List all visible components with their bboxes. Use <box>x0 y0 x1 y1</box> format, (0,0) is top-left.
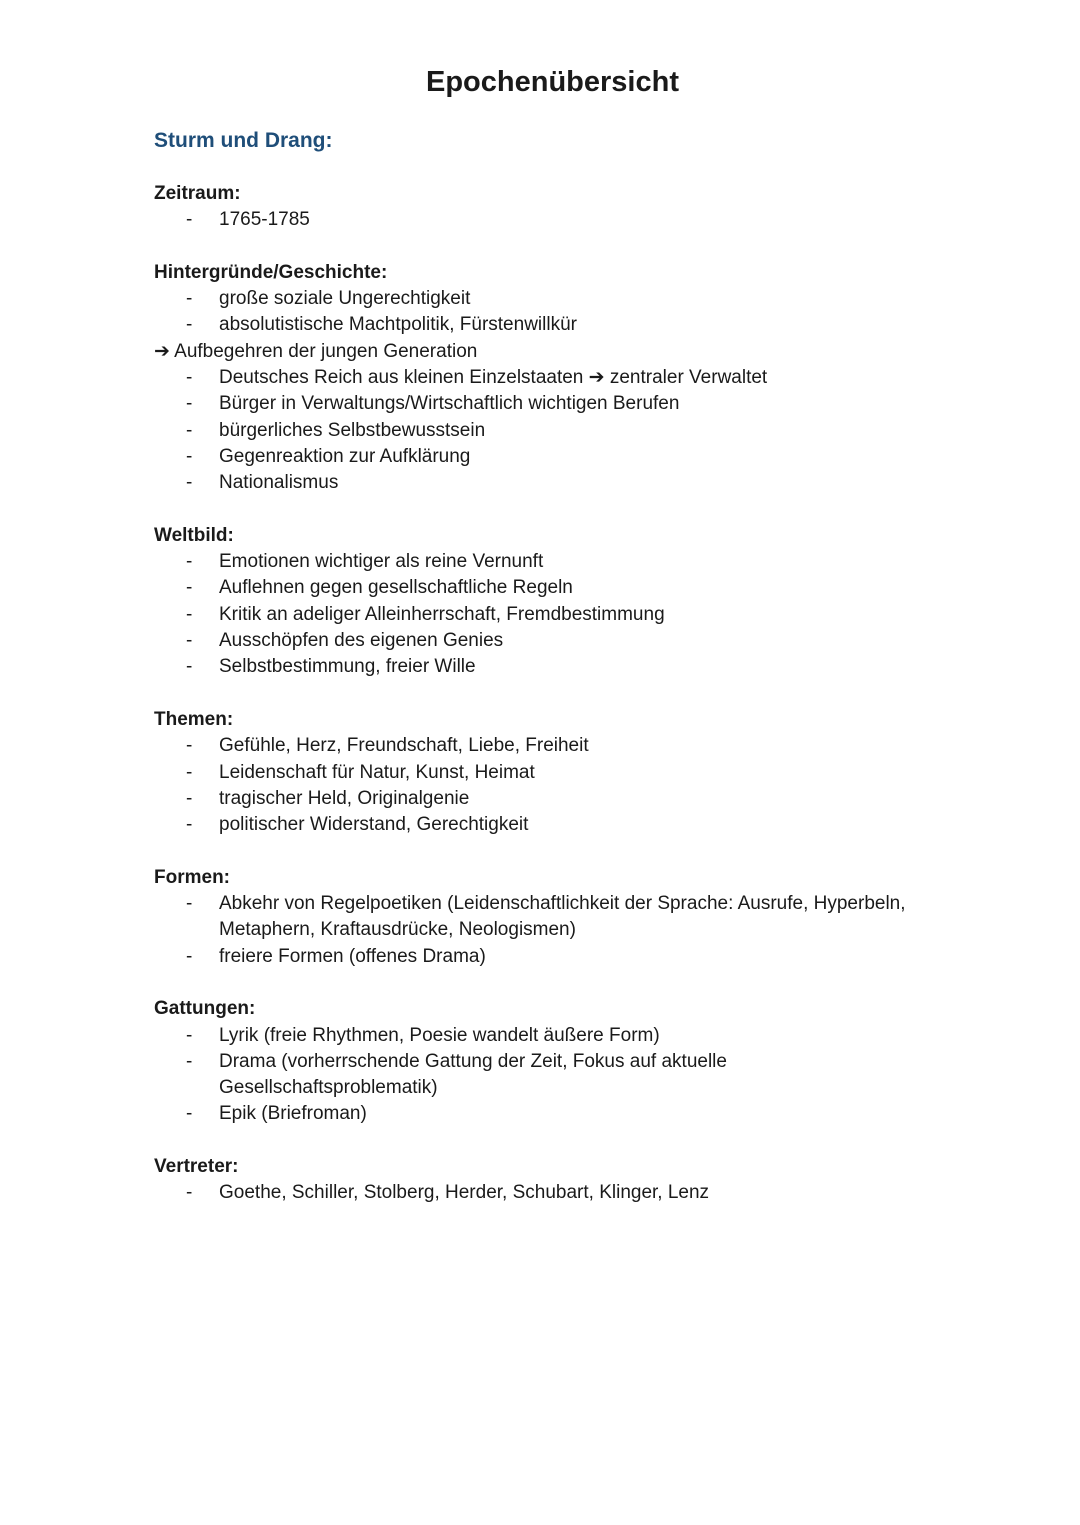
dash-bullet-icon: - <box>186 551 193 573</box>
dash-bullet-icon: - <box>186 735 193 757</box>
bullet-text: bürgerliches Selbstbewusstsein <box>219 419 486 441</box>
bullet-text: Epik (Briefroman) <box>219 1103 367 1125</box>
bullet-item <box>154 549 974 575</box>
bullet-item <box>154 1180 974 1206</box>
dash-bullet-icon: - <box>186 445 193 467</box>
dash-bullet-icon: - <box>186 656 193 678</box>
dash-bullet-icon: - <box>186 814 193 836</box>
bullet-text: tragischer Held, Originalgenie <box>219 787 470 809</box>
bullet-item <box>154 207 974 233</box>
bullet-text: große soziale Ungerechtigkeit <box>219 288 471 310</box>
bullet-item <box>154 470 974 496</box>
dash-bullet-icon: - <box>186 419 193 441</box>
bullet-text: 1765-1785 <box>219 209 310 231</box>
bullet-text: Leidenschaft für Natur, Kunst, Heimat <box>219 761 535 783</box>
bullet-item <box>154 733 974 759</box>
dash-bullet-icon: - <box>186 367 193 389</box>
document-body <box>154 181 974 1233</box>
section-block <box>154 707 974 838</box>
block-heading: Formen: <box>154 866 230 888</box>
bullet-text: Nationalismus <box>219 472 339 494</box>
dash-bullet-icon: - <box>186 472 193 494</box>
section-block <box>154 181 974 234</box>
block-heading: Gattungen: <box>154 998 256 1020</box>
bullet-item <box>154 286 974 312</box>
bullet-item <box>154 944 974 970</box>
bullet-item <box>154 1023 974 1049</box>
bullet-text: Deutsches Reich aus kleinen Einzelstaaten ➔ zentraler Verwaltet <box>219 367 768 389</box>
bullet-item <box>154 312 974 338</box>
dash-bullet-icon: - <box>186 761 193 783</box>
block-heading: Weltbild: <box>154 524 234 546</box>
dash-bullet-icon: - <box>186 209 193 231</box>
bullet-text: Gefühle, Herz, Freundschaft, Liebe, Freiheit <box>219 735 589 757</box>
bullet-item <box>154 760 974 786</box>
section-block <box>154 260 974 497</box>
section-block <box>154 865 974 970</box>
dash-bullet-icon: - <box>186 1050 193 1072</box>
section-block <box>154 1154 974 1207</box>
block-heading: Themen: <box>154 708 234 730</box>
bullet-item <box>154 628 974 654</box>
bullet-item <box>154 1049 974 1102</box>
block-heading: Vertreter: <box>154 1155 239 1177</box>
dash-bullet-icon: - <box>186 1024 193 1046</box>
bullet-text: Emotionen wichtiger als reine Vernunft <box>219 551 544 573</box>
bullet-text: Abkehr von Regelpoetiken (Leidenschaftlichkeit der Sprache: Ausrufe, Hyperbeln, Metaphern, Kraftausdrücke, Neologismen) <box>219 893 906 941</box>
bullet-text: Auflehnen gegen gesellschaftliche Regeln <box>219 577 573 599</box>
dash-bullet-icon: - <box>186 945 193 967</box>
dash-bullet-icon: - <box>186 314 193 336</box>
section-block <box>154 996 974 1127</box>
bullet-item <box>154 891 974 944</box>
bullet-text: Goethe, Schiller, Stolberg, Herder, Schubart, Klinger, Lenz <box>219 1182 710 1204</box>
section-block <box>154 523 974 681</box>
bullet-item <box>154 812 974 838</box>
bullet-text: politischer Widerstand, Gerechtigkeit <box>219 814 529 836</box>
bullet-text: Ausschöpfen des eigenen Genies <box>219 630 504 652</box>
bullet-item <box>154 444 974 470</box>
dash-bullet-icon: - <box>186 893 193 915</box>
dash-bullet-icon: - <box>186 393 193 415</box>
dash-bullet-icon: - <box>186 630 193 652</box>
section-title: Sturm und Drang: <box>154 129 333 152</box>
block-heading: Zeitraum: <box>154 183 241 204</box>
arrow-line: ➔ Aufbegehren der jungen Generation <box>154 340 478 362</box>
bullet-text: Drama (vorherrschende Gattung der Zeit, Fokus auf aktuelle Gesellschaftsproblematik) <box>219 1050 727 1099</box>
bullet-text: Lyrik (freie Rhythmen, Poesie wandelt äußere Form) <box>219 1024 660 1046</box>
dash-bullet-icon: - <box>186 577 193 599</box>
bullet-item <box>154 1101 974 1127</box>
bullet-item <box>154 418 974 444</box>
bullet-item <box>154 654 974 680</box>
bullet-item <box>154 575 974 601</box>
bullet-text: Kritik an adeliger Alleinherrschaft, Fremdbestimmung <box>219 603 665 625</box>
bullet-item <box>154 391 974 417</box>
block-heading: Hintergründe/Geschichte: <box>154 261 388 283</box>
dash-bullet-icon: - <box>186 1103 193 1125</box>
dash-bullet-icon: - <box>186 288 193 310</box>
dash-bullet-icon: - <box>186 1182 193 1204</box>
bullet-text: Selbstbestimmung, freier Wille <box>219 656 476 678</box>
dash-bullet-icon: - <box>186 603 193 625</box>
bullet-item <box>154 786 974 812</box>
bullet-text: freiere Formen (offenes Drama) <box>219 945 486 967</box>
bullet-text: Gegenreaktion zur Aufklärung <box>219 445 471 467</box>
bullet-item <box>154 365 974 391</box>
page-title: Epochenübersicht <box>426 66 679 98</box>
bullet-item <box>154 602 974 628</box>
dash-bullet-icon: - <box>186 787 193 809</box>
bullet-text: absolutistische Machtpolitik, Fürstenwillkür <box>219 314 577 336</box>
bullet-text: Bürger in Verwaltungs/Wirtschaftlich wichtigen Berufen <box>219 393 680 415</box>
